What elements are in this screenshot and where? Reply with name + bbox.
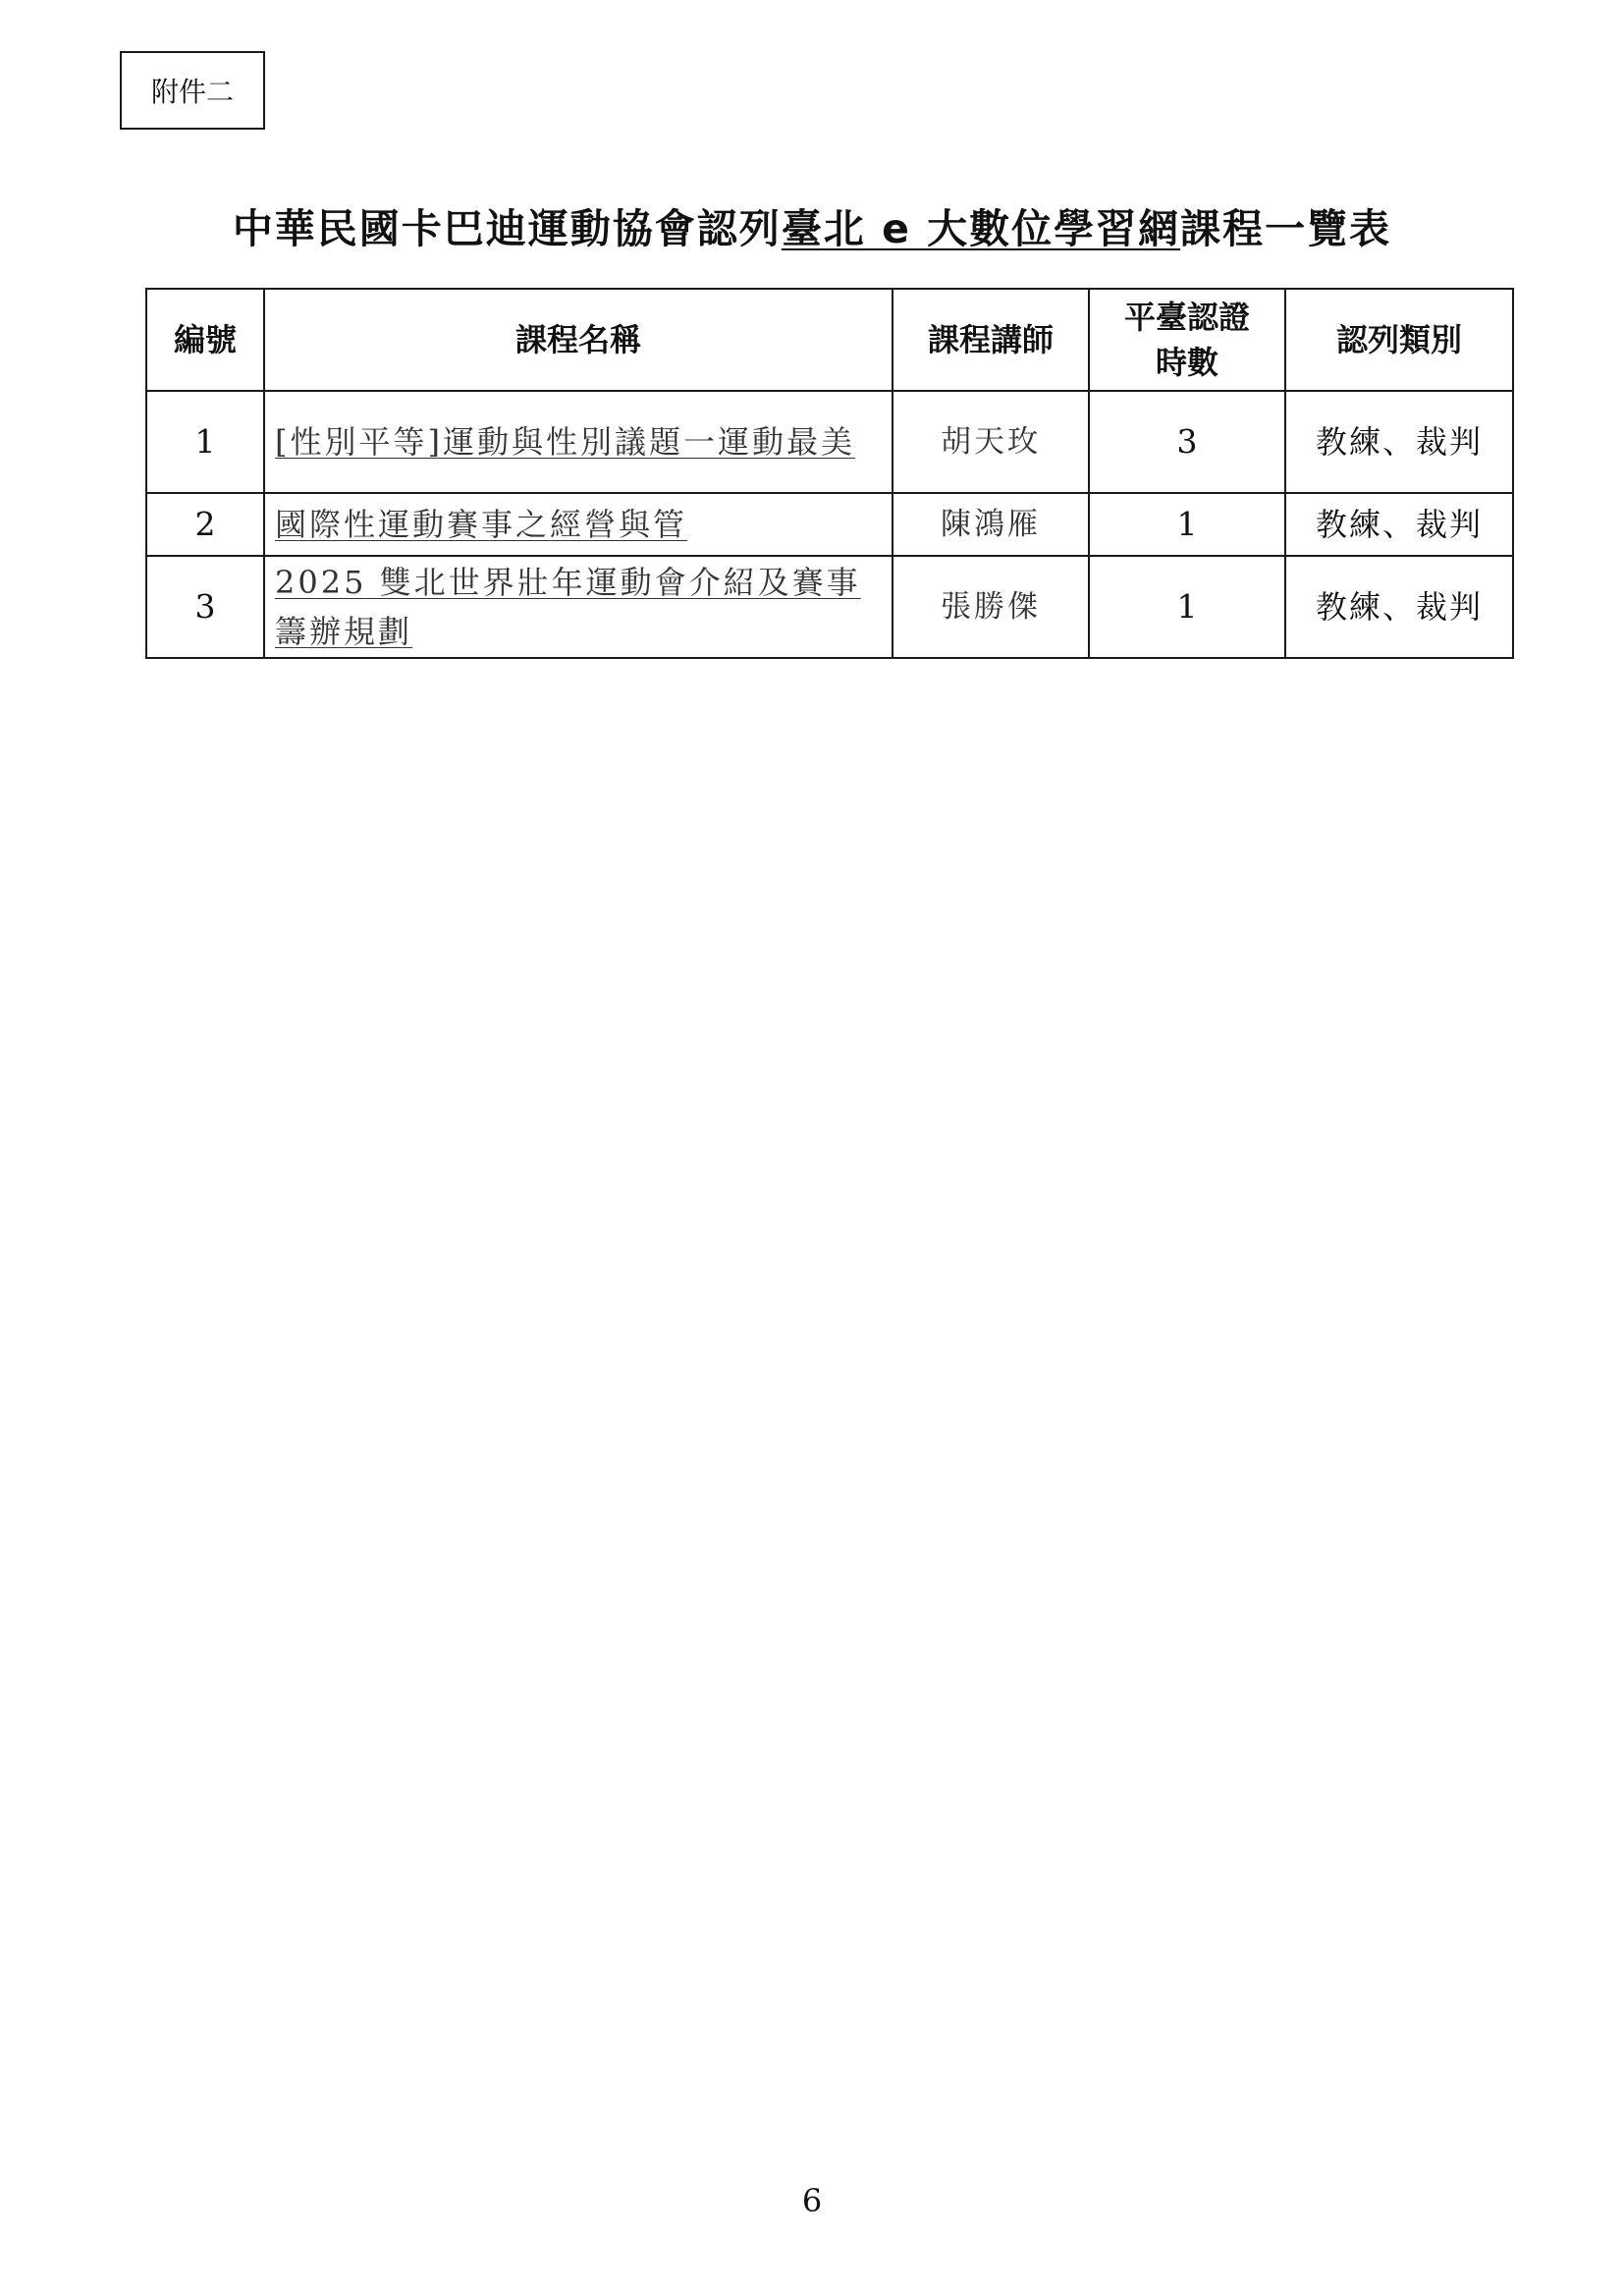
header-course-name: 課程名稱 — [264, 289, 893, 391]
document-title — [0, 196, 1624, 254]
header-number: 編號 — [146, 289, 264, 391]
row-number: 3 — [146, 556, 264, 658]
row-instructor: 張勝傑 — [893, 556, 1089, 658]
row-course-name[interactable] — [264, 391, 893, 493]
course-link[interactable]: 國際性運動賽事之經營與管 — [275, 506, 688, 543]
table-header-row — [146, 289, 1513, 391]
row-course-name[interactable] — [264, 556, 893, 658]
row-hours: 1 — [1089, 556, 1285, 658]
row-category: 教練、裁判 — [1285, 391, 1513, 493]
row-course-name[interactable] — [264, 493, 893, 556]
page-number: 6 — [801, 2182, 823, 2219]
row-instructor: 陳鴻雁 — [893, 493, 1089, 556]
row-category: 教練、裁判 — [1285, 493, 1513, 556]
attachment-label-box — [120, 51, 265, 130]
row-hours: 1 — [1089, 493, 1285, 556]
table-row — [146, 556, 1513, 658]
header-category: 認列類別 — [1285, 289, 1513, 391]
row-number: 2 — [146, 493, 264, 556]
header-hours — [1089, 289, 1285, 391]
title-underlined: 臺北 e 大數位學習網 — [781, 205, 1181, 252]
header-instructor: 課程講師 — [893, 289, 1089, 391]
table-row — [146, 493, 1513, 556]
course-link[interactable]: [性別平等]運動與性別議題一運動最美 — [275, 423, 855, 461]
course-link[interactable]: 2025 雙北世界壯年運動會介紹及賽事籌辦規劃 — [275, 564, 861, 650]
attachment-label: 附件二 — [150, 76, 234, 108]
course-table — [145, 288, 1514, 659]
title-suffix: 課程一覽表 — [1180, 205, 1392, 252]
row-number: 1 — [146, 391, 264, 493]
table-row — [146, 391, 1513, 493]
header-hours-line1: 平臺認證 — [1123, 299, 1250, 336]
row-hours: 3 — [1089, 391, 1285, 493]
title-prefix: 中華民國卡巴迪運動協會認列 — [232, 205, 782, 252]
header-hours-line2: 時數 — [1155, 344, 1218, 381]
row-category: 教練、裁判 — [1285, 556, 1513, 658]
row-instructor: 胡天玫 — [893, 391, 1089, 493]
